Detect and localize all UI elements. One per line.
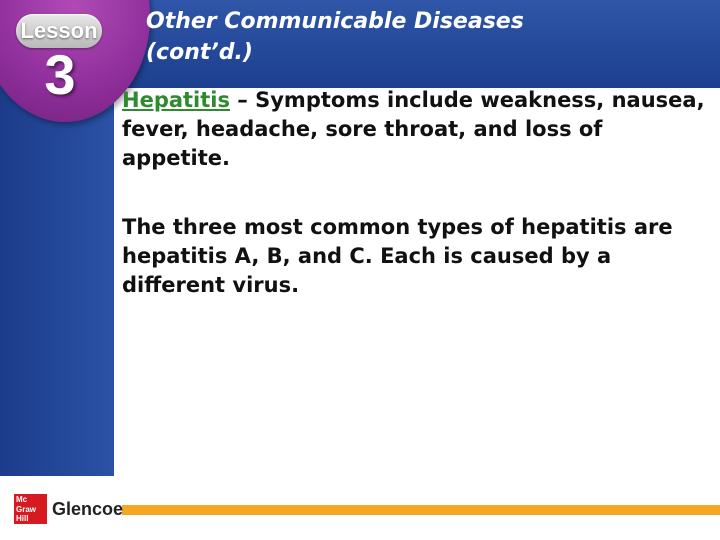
- logo-line-3: Hill: [16, 514, 29, 523]
- hepatitis-types-paragraph: The three most common types of hepatitis are hepatitis A, B, and C. Each is caused by a different virus.: [122, 215, 673, 297]
- lesson-label: Lesson: [20, 18, 98, 43]
- logo-line-1: Mc: [16, 495, 28, 504]
- footer-orange-line: [122, 505, 720, 515]
- slide-title: [146, 6, 706, 68]
- mcgraw-hill-logo-text: [14, 494, 47, 524]
- glencoe-brand: Glencoe: [52, 499, 124, 519]
- logo-line-2: Graw: [16, 504, 37, 514]
- lesson-number: 3: [44, 43, 76, 106]
- slide-title-line1: Other Communicable Diseases: [146, 9, 524, 34]
- hepatitis-description: – Symptoms include weakness, nausea, fever, headache, sore throat, and loss of appetite.: [122, 88, 705, 170]
- hepatitis-term-link[interactable]: Hepatitis: [122, 88, 230, 112]
- hepatitis-paragraph: [122, 86, 712, 173]
- slide-title-line2: (cont’d.): [146, 40, 253, 65]
